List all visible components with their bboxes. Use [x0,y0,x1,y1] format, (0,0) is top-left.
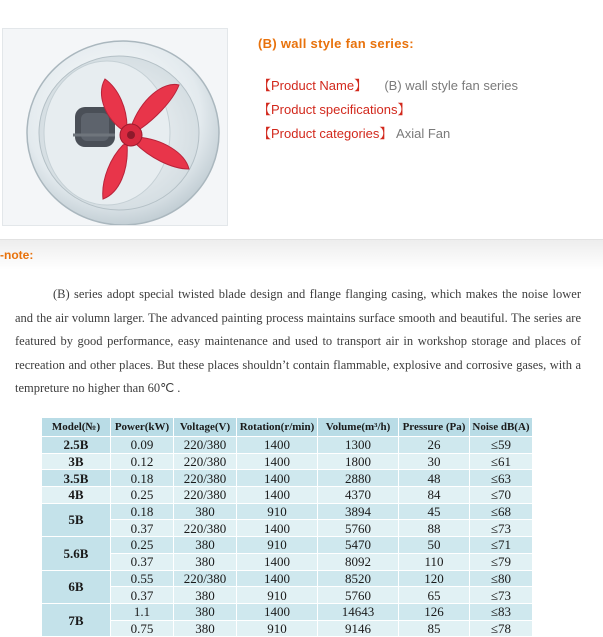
power-cell: 0.09 [111,437,174,454]
model-cell: 2.5B [42,437,111,454]
voltage-cell: 380 [174,553,237,570]
model-cell: 5.6B [42,537,111,570]
voltage-cell: 220/380 [174,437,237,454]
table-row [42,437,533,454]
table-row [42,553,533,570]
product-category-value: Axial Fan [396,126,451,141]
power-cell: 0.18 [111,503,174,520]
volume-cell: 1800 [318,453,399,470]
rotation-cell: 910 [237,587,318,604]
voltage-cell: 380 [174,620,237,637]
volume-cell: 8520 [318,570,399,587]
rotation-cell: 1400 [237,470,318,487]
voltage-cell: 220/380 [174,570,237,587]
noise-cell: ≤78 [470,620,533,637]
volume-cell: 4370 [318,487,399,504]
rotation-cell: 1400 [237,570,318,587]
rotation-cell: 1400 [237,487,318,504]
noise-cell: ≤70 [470,487,533,504]
noise-cell: ≤68 [470,503,533,520]
noise-cell: ≤83 [470,603,533,620]
product-name-value: (B) wall style fan series [384,78,518,93]
product-category-row [258,126,450,142]
noise-cell: ≤80 [470,570,533,587]
model-cell: 4B [42,487,111,504]
header-power: Power(kW) [111,418,174,437]
model-cell: 5B [42,503,111,536]
pressure-cell: 84 [399,487,470,504]
table-row [42,587,533,604]
power-cell: 0.37 [111,520,174,537]
product-name-row [258,78,518,94]
table-row [42,453,533,470]
series-title: (B) wall style fan series: [258,36,414,51]
product-name-label: 【Product Name】 [258,78,368,93]
pressure-cell: 88 [399,520,470,537]
voltage-cell: 380 [174,587,237,604]
table-row [42,520,533,537]
pressure-cell: 48 [399,470,470,487]
power-cell: 0.25 [111,537,174,554]
rotation-cell: 1400 [237,437,318,454]
noise-cell: ≤63 [470,470,533,487]
noise-cell: ≤61 [470,453,533,470]
power-cell: 0.25 [111,487,174,504]
noise-cell: ≤71 [470,537,533,554]
volume-cell: 14643 [318,603,399,620]
voltage-cell: 220/380 [174,487,237,504]
volume-cell: 3894 [318,503,399,520]
table-row [42,570,533,587]
rotation-cell: 1400 [237,453,318,470]
table-row [42,503,533,520]
header-rotation: Rotation(r/min) [237,418,318,437]
pressure-cell: 65 [399,587,470,604]
voltage-cell: 380 [174,503,237,520]
voltage-cell: 220/380 [174,470,237,487]
power-cell: 0.37 [111,587,174,604]
voltage-cell: 220/380 [174,520,237,537]
note-section-bar [0,239,603,270]
product-description: (B) series adopt special twisted blade design and flange flanging casing, which makes the noise lower and the air volumn larger. The advanced painting process maintains surface smooth and beautiful. The series are featured by good performance, easy maintenance and used to transport air in workshop storage and places of recreation and other places. But these places shouldn’t contain flammable, explosive and corrosive gases, with a tempreture no higher than 60℃ . [15,287,581,395]
rotation-cell: 910 [237,620,318,637]
table-row [42,620,533,637]
pressure-cell: 110 [399,553,470,570]
power-cell: 1.1 [111,603,174,620]
pressure-cell: 26 [399,437,470,454]
noise-cell: ≤79 [470,553,533,570]
power-cell: 0.55 [111,570,174,587]
table-header-row [42,418,533,437]
table-row [42,603,533,620]
header-voltage: Voltage(V) [174,418,237,437]
product-specs-row [258,102,410,118]
axial-fan-illustration [3,29,228,226]
header-pressure: Pressure (Pa) [399,418,470,437]
volume-cell: 5470 [318,537,399,554]
table-row [42,470,533,487]
noise-cell: ≤59 [470,437,533,454]
product-category-label: 【Product categories】 [258,126,393,141]
voltage-cell: 220/380 [174,453,237,470]
rotation-cell: 1400 [237,520,318,537]
header-noise: Noise dB(A) [470,418,533,437]
pressure-cell: 126 [399,603,470,620]
rotation-cell: 1400 [237,553,318,570]
volume-cell: 8092 [318,553,399,570]
product-image [2,28,228,226]
volume-cell: 1300 [318,437,399,454]
pressure-cell: 30 [399,453,470,470]
pressure-cell: 50 [399,537,470,554]
noise-cell: ≤73 [470,587,533,604]
model-cell: 7B [42,603,111,636]
model-cell: 6B [42,570,111,603]
specs-table [41,417,533,637]
power-cell: 0.75 [111,620,174,637]
table-row [42,537,533,554]
volume-cell: 2880 [318,470,399,487]
voltage-cell: 380 [174,537,237,554]
power-cell: 0.18 [111,470,174,487]
power-cell: 0.12 [111,453,174,470]
note-label: -note: [0,248,34,262]
header-model: Model(№) [42,418,111,437]
volume-cell: 9146 [318,620,399,637]
pressure-cell: 120 [399,570,470,587]
pressure-cell: 45 [399,503,470,520]
rotation-cell: 910 [237,537,318,554]
volume-cell: 5760 [318,520,399,537]
table-row [42,487,533,504]
model-cell: 3.5B [42,470,111,487]
rotation-cell: 910 [237,503,318,520]
product-specs-label: 【Product specifications】 [258,102,411,117]
rotation-cell: 1400 [237,603,318,620]
pressure-cell: 85 [399,620,470,637]
noise-cell: ≤73 [470,520,533,537]
voltage-cell: 380 [174,603,237,620]
power-cell: 0.37 [111,553,174,570]
header-volume: Volume(m³/h) [318,418,399,437]
model-cell: 3B [42,453,111,470]
volume-cell: 5760 [318,587,399,604]
